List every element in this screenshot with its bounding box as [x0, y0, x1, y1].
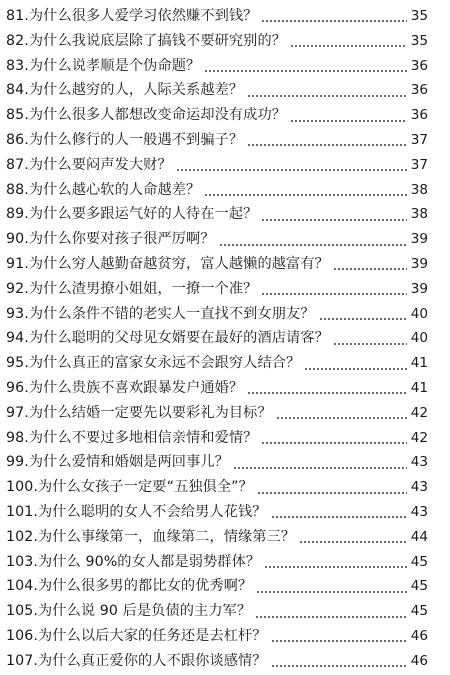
toc-entry-page-number: 39 — [410, 231, 428, 248]
toc-entry-page-number: 41 — [410, 355, 428, 372]
toc-dot-leader — [261, 293, 406, 295]
toc-entry[interactable] — [0, 401, 450, 426]
toc-entry-title: 88.为什么越心软的人命越差？ — [6, 181, 201, 198]
toc-entry-title: 86.为什么修行的人一般遇不到骗子？ — [6, 131, 244, 148]
toc-entry-title: 83.为什么说孝顺是个伪命题？ — [6, 57, 201, 74]
toc-entry-page-number: 41 — [410, 379, 428, 396]
toc-dot-leader — [290, 120, 407, 122]
toc-dot-leader — [204, 194, 406, 196]
toc-entry-page-number: 44 — [410, 528, 428, 545]
toc-entry[interactable] — [0, 326, 450, 351]
toc-entry[interactable] — [0, 450, 450, 475]
toc-dot-leader — [257, 492, 407, 494]
toc-entry-title: 102.为什么事缘第一，血缘第二，情缘第三？ — [6, 528, 296, 545]
toc-dot-leader — [271, 640, 407, 642]
toc-entry[interactable] — [0, 227, 450, 252]
toc-entry[interactable] — [0, 128, 450, 153]
toc-entry-title: 82.为什么我说底层除了搞钱不要研究别的？ — [6, 32, 287, 49]
toc-entry-title: 91.为什么穷人越勤奋越贫穷，富人越懒的越富有？ — [6, 255, 329, 272]
toc-entry[interactable] — [0, 54, 450, 79]
toc-dot-leader — [261, 442, 406, 444]
toc-entry-title: 104.为什么很多男的都比女的优秀啊？ — [6, 578, 253, 595]
toc-dot-leader — [276, 417, 407, 419]
toc-entry-title: 97.为什么结婚一定要先以要彩礼为目标？ — [6, 404, 272, 421]
toc-entry-page-number: 43 — [410, 503, 428, 520]
toc-entry-title: 84.为什么越穷的人，人际关系越差？ — [6, 82, 244, 99]
toc-entry[interactable] — [0, 277, 450, 302]
toc-entry-title: 93.为什么条件不错的老实人一直找不到女朋友？ — [6, 305, 315, 322]
toc-entry-title: 85.为什么很多人都想改变命运却没有成功？ — [6, 107, 287, 124]
toc-dot-leader — [271, 516, 407, 518]
toc-entry[interactable] — [0, 351, 450, 376]
toc-dot-leader — [219, 244, 407, 246]
toc-dot-leader — [247, 144, 407, 146]
toc-entry-page-number: 42 — [410, 404, 428, 421]
toc-entry-title: 107.为什么真正爱你的人不跟你谈感情？ — [6, 652, 267, 669]
toc-entry-title: 87.为什么要闷声发大财？ — [6, 156, 172, 173]
toc-dot-leader — [255, 616, 406, 618]
toc-entry-title: 96.为什么贵族不喜欢跟暴发户通婚？ — [6, 379, 244, 396]
toc-dot-leader — [299, 541, 407, 543]
toc-entry[interactable] — [0, 302, 450, 327]
toc-entry[interactable] — [0, 426, 450, 451]
toc-entry[interactable] — [0, 624, 450, 649]
toc-entry[interactable] — [0, 202, 450, 227]
toc-entry-page-number: 43 — [410, 454, 428, 471]
toc-entry-page-number: 40 — [410, 330, 428, 347]
toc-entry[interactable] — [0, 599, 450, 624]
toc-entry[interactable] — [0, 500, 450, 525]
toc-entry-title: 94.为什么聪明的父母见女婿要在最好的酒店请客？ — [6, 330, 329, 347]
toc-entry-title: 92.为什么渣男撩小姐姐，一撩一个准？ — [6, 280, 258, 297]
toc-entry-page-number: 36 — [410, 107, 428, 124]
toc-entry[interactable] — [0, 252, 450, 277]
toc-entry[interactable] — [0, 4, 450, 29]
toc-entry-page-number: 35 — [410, 8, 428, 24]
toc-entry-title: 90.为什么你要对孩子很严厉啊？ — [6, 231, 215, 248]
toc-entry-page-number: 36 — [410, 57, 428, 74]
toc-entry-page-number: 45 — [410, 578, 428, 595]
toc-dot-leader — [204, 70, 406, 72]
toc-entry-page-number: 37 — [410, 131, 428, 148]
toc-entry[interactable] — [0, 376, 450, 401]
toc-dot-leader — [261, 20, 406, 22]
toc-entry-page-number: 39 — [410, 255, 428, 272]
toc-entry-page-number: 38 — [410, 181, 428, 198]
toc-dot-leader — [233, 467, 407, 469]
toc-entry-page-number: 35 — [410, 32, 428, 49]
toc-dot-leader — [333, 268, 407, 270]
toc-dot-leader — [256, 591, 406, 593]
toc-entry-title: 103.为什么 90%的女人都是弱势群体？ — [6, 553, 261, 570]
toc-entry[interactable] — [0, 78, 450, 103]
toc-entry[interactable] — [0, 153, 450, 178]
toc-dot-leader — [333, 343, 407, 345]
table-of-contents — [0, 4, 450, 674]
toc-entry-title: 89.为什么要多跟运气好的人待在一起？ — [6, 206, 258, 223]
toc-entry-title: 99.为什么爱情和婚姻是两回事儿？ — [6, 454, 229, 471]
toc-entry-title: 101.为什么聪明的女人不会给男人花钱？ — [6, 503, 267, 520]
toc-dot-leader — [304, 368, 406, 370]
toc-entry-page-number: 45 — [410, 553, 428, 570]
toc-entry-title: 100.为什么女孩子一定要“五独俱全”？ — [6, 479, 253, 496]
toc-entry[interactable] — [0, 525, 450, 550]
toc-entry[interactable] — [0, 178, 450, 203]
toc-dot-leader — [176, 169, 407, 171]
toc-entry-page-number: 45 — [410, 603, 428, 620]
toc-entry-page-number: 43 — [410, 479, 428, 496]
toc-entry[interactable] — [0, 550, 450, 575]
toc-dot-leader — [247, 95, 407, 97]
toc-dot-leader — [271, 665, 407, 667]
toc-dot-leader — [261, 219, 406, 221]
toc-entry-page-number: 46 — [410, 652, 428, 669]
toc-entry-page-number: 46 — [410, 627, 428, 644]
toc-entry-title: 106.为什么以后大家的任务还是去杠杆？ — [6, 627, 267, 644]
toc-entry[interactable] — [0, 475, 450, 500]
toc-entry[interactable] — [0, 574, 450, 599]
toc-entry-title: 105.为什么说 90 后是负债的主力军？ — [6, 603, 252, 620]
toc-dot-leader — [247, 392, 407, 394]
toc-entry[interactable] — [0, 103, 450, 128]
toc-dot-leader — [290, 45, 407, 47]
toc-dot-leader — [319, 318, 407, 320]
toc-entry-title: 98.为什么不要过多地相信亲情和爱情？ — [6, 429, 258, 446]
toc-entry-page-number: 40 — [410, 305, 428, 322]
toc-entry-title: 95.为什么真正的富家女永远不会跟穷人结合？ — [6, 355, 301, 372]
toc-entry-title: 81.为什么很多人爱学习依然赚不到钱？ — [6, 8, 258, 24]
toc-entry-page-number: 38 — [410, 206, 428, 223]
toc-entry-page-number: 36 — [410, 82, 428, 99]
toc-dot-leader — [264, 566, 407, 568]
toc-entry-page-number: 39 — [410, 280, 428, 297]
toc-entry[interactable] — [0, 649, 450, 674]
toc-entry-page-number: 42 — [410, 429, 428, 446]
toc-entry-page-number: 37 — [410, 156, 428, 173]
toc-entry[interactable] — [0, 29, 450, 54]
